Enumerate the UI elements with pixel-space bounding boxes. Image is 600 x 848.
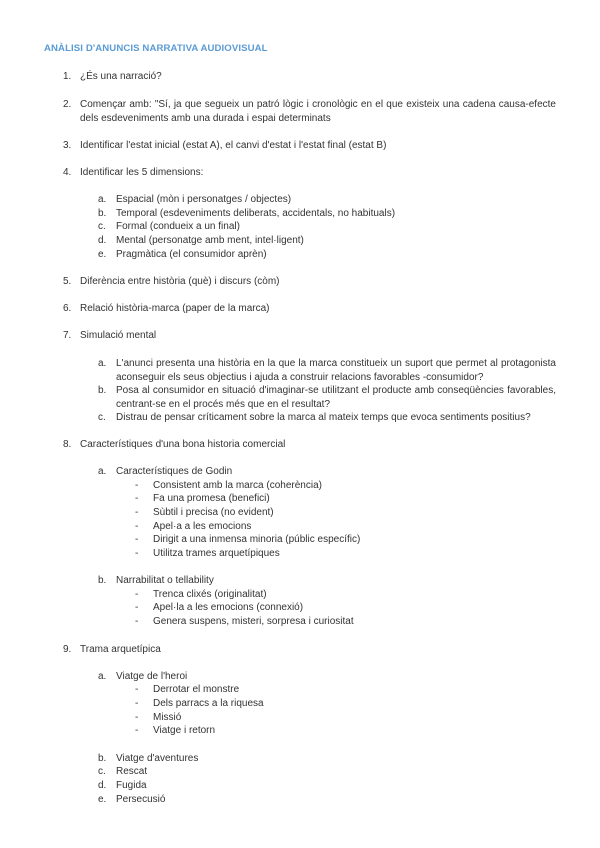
- bullet-dash: -: [135, 602, 139, 613]
- item-text: Identificar les 5 dimensions:: [80, 167, 204, 178]
- sub-item-text: Pragmàtica (el consumidor aprèn): [116, 249, 267, 260]
- item-text: Identificar l'estat inicial (estat A), el canvi d'estat i l'estat final (estat B): [80, 140, 387, 151]
- bullet-dash: -: [135, 712, 139, 723]
- sub-item-letter: b.: [98, 385, 107, 396]
- item-number: 9.: [63, 644, 72, 655]
- bullet-dash: -: [135, 493, 139, 504]
- bullet-text: Consistent amb la marca (coherència): [153, 480, 322, 491]
- sub-item-letter: a.: [98, 358, 107, 369]
- sub-item-text: Característiques de Godin: [116, 466, 233, 477]
- sub-item-letter: b.: [98, 753, 107, 764]
- sub-item-text: Fugida: [116, 780, 147, 791]
- item-text: Diferència entre història (què) i discurs (còm): [80, 276, 280, 287]
- bullet-text: Dirigit a una inmensa minoria (públic específic): [153, 534, 361, 545]
- bullet-dash: -: [135, 507, 139, 518]
- item-number: 6.: [63, 303, 72, 314]
- sub-item-text: Mental (personatge amb ment, intel·ligent): [116, 235, 304, 246]
- bullet-dash: -: [135, 480, 139, 491]
- bullet-text: Apel·la a les emocions (connexió): [153, 602, 304, 613]
- item-number: 3.: [63, 140, 72, 151]
- item-number: 4.: [63, 167, 72, 178]
- sub-item-text: Temporal (esdeveniments deliberats, accidentals, no habituals): [116, 208, 396, 219]
- sub-item-text: Rescat: [116, 766, 148, 777]
- item-number: 8.: [63, 439, 72, 450]
- item-text: Característiques d'una bona historia comercial: [80, 439, 286, 450]
- sub-item-letter: d.: [98, 235, 107, 246]
- item-text: Trama arquetípica: [80, 644, 161, 655]
- sub-item-text: Narrabilitat o tellability: [116, 575, 214, 586]
- sub-item-letter: a.: [98, 194, 107, 205]
- sub-item-letter: d.: [98, 780, 107, 791]
- bullet-dash: -: [135, 684, 139, 695]
- bullet-dash: -: [135, 725, 139, 736]
- bullet-dash: -: [135, 589, 139, 600]
- item-text: ¿És una narració?: [80, 71, 162, 82]
- item-number: 5.: [63, 276, 72, 287]
- bullet-text: Trenca clixés (originalitat): [153, 589, 267, 600]
- sub-item-text: Viatge de l'heroi: [116, 671, 188, 682]
- sub-item-text: Espacial (mòn i personatges / objectes): [116, 194, 292, 205]
- item-text: Començar amb: "Sí, ja que segueix un patró lògic i cronològic en el que existeix una cadena causa-efecte dels esdeveniments amb una durada i espai determinats: [80, 99, 556, 124]
- item-number: 7.: [63, 330, 72, 341]
- sub-item-letter: e.: [98, 249, 107, 260]
- bullet-dash: -: [135, 548, 139, 559]
- item-number: 2.: [63, 99, 72, 110]
- bullet-text: Genera suspens, misteri, sorpresa i curiositat: [153, 616, 354, 627]
- sub-item-letter: e.: [98, 794, 107, 805]
- item-number: 1.: [63, 71, 72, 82]
- bullet-text: Derrotar el monstre: [153, 684, 240, 695]
- page-title: ANÀLISI D'ANUNCIS NARRATIVA AUDIOVISUAL: [44, 43, 268, 54]
- bullet-text: Dels parracs a la riquesa: [153, 698, 264, 709]
- sub-item-text: Posa al consumidor en situació d'imaginar-se utilitzant el producte amb conseqüències favorables, centrant-se en el procés més que en el resultat?: [116, 385, 556, 410]
- bullet-dash: -: [135, 521, 139, 532]
- bullet-text: Fa una promesa (benefici): [153, 493, 270, 504]
- bullet-text: Sùbtil i precisa (no evident): [153, 507, 274, 518]
- sub-item-letter: c.: [98, 221, 106, 232]
- sub-item-letter: c.: [98, 766, 106, 777]
- bullet-dash: -: [135, 616, 139, 627]
- item-text: Relació història-marca (paper de la marca): [80, 303, 270, 314]
- bullet-text: Apel·a a les emocions: [153, 521, 252, 532]
- sub-item-letter: c.: [98, 412, 106, 423]
- sub-item-letter: b.: [98, 208, 107, 219]
- bullet-text: Viatge i retorn: [153, 725, 216, 736]
- sub-item-letter: b.: [98, 575, 107, 586]
- bullet-text: Missió: [153, 712, 182, 723]
- item-text: Simulació mental: [80, 330, 157, 341]
- sub-item-text: Viatge d'aventures: [116, 753, 199, 764]
- bullet-text: Utilitza trames arquetípiques: [153, 548, 280, 559]
- sub-item-letter: a.: [98, 466, 107, 477]
- sub-item-text: Formal (condueix a un final): [116, 221, 240, 232]
- sub-item-letter: a.: [98, 671, 107, 682]
- sub-item-text: Distrau de pensar críticament sobre la marca al mateix temps que evoca sentiments positius?: [116, 412, 531, 423]
- bullet-dash: -: [135, 534, 139, 545]
- bullet-dash: -: [135, 698, 139, 709]
- sub-item-text: Persecusió: [116, 794, 166, 805]
- sub-item-text: L'anunci presenta una història en la que la marca constitueix un suport que permet al protagonista aconseguir els seus objectius i ajuda a construir relacions favorables -consumidor?: [116, 358, 556, 383]
